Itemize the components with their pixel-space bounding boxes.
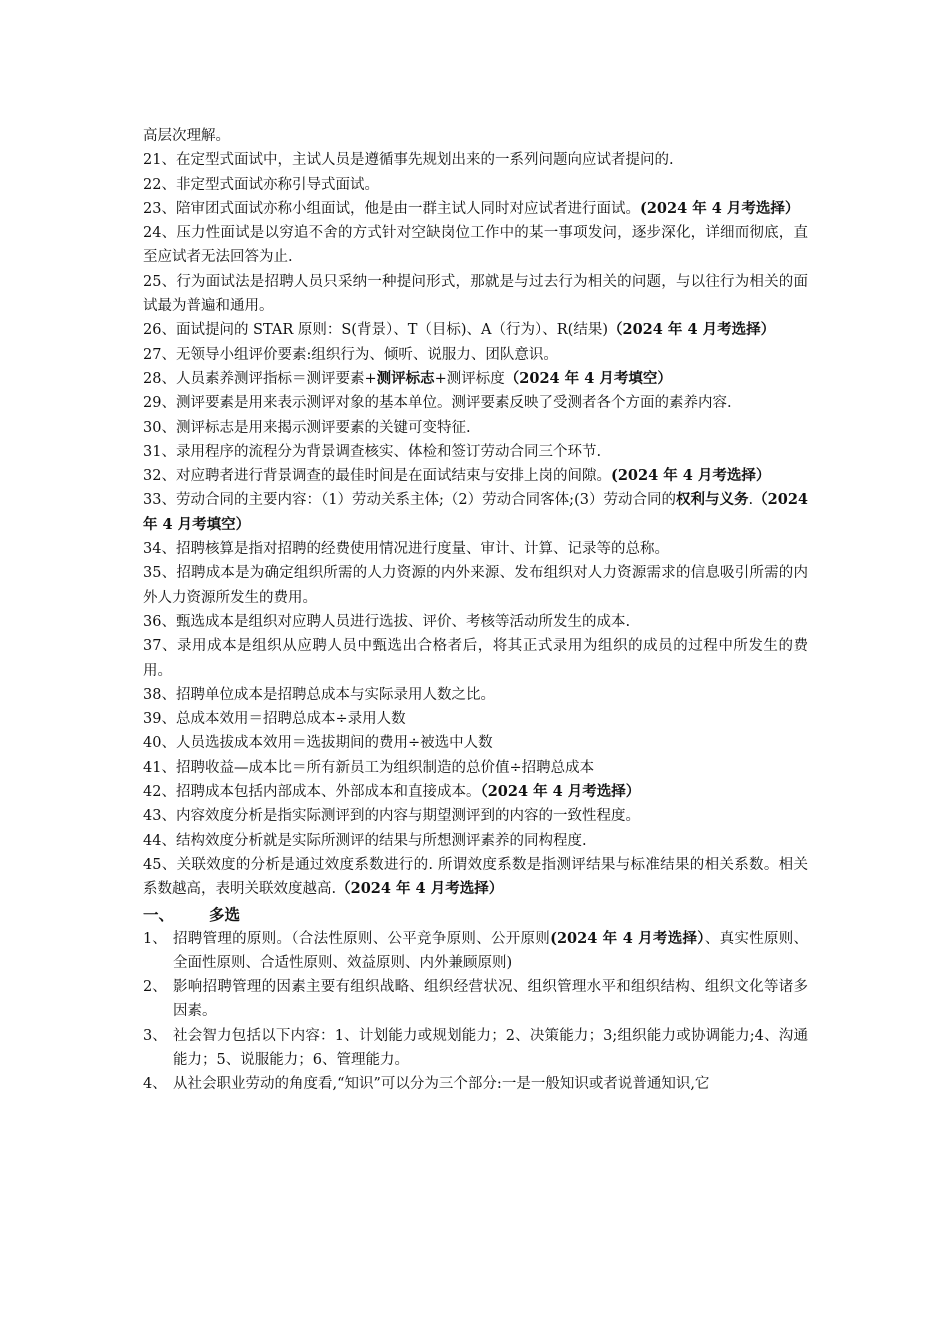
list-item: [143, 270, 808, 319]
item-text: 30、测评标志是用来揭示测评要素的关键可变特征.: [143, 419, 471, 436]
item-number: 4、: [143, 1076, 167, 1093]
list-item: [143, 197, 808, 221]
list-item: [143, 804, 808, 828]
list-item: [143, 488, 808, 537]
item-text: 37、录用成本是组织从应聘人员中甄选出合格者后，将其正式录用为组织的成员的过程中所发生的费用。: [143, 638, 808, 679]
item-text: 33、劳动合同的主要内容：（1）劳动关系主体;（2）劳动合同客体;(3）劳动合同的: [143, 492, 676, 509]
list-item: [143, 124, 808, 148]
list-item: [143, 440, 808, 464]
section-number: 一、: [143, 904, 175, 924]
list-item: [143, 367, 808, 391]
list-item: [143, 756, 808, 780]
list-item: [143, 683, 808, 707]
list-item: [143, 634, 808, 683]
item-body: [173, 975, 808, 1024]
item-tail-text: +测评标度: [434, 370, 505, 387]
item-tail-text: 、真实性原则、全面性原则、合适性原则、效益原则、内外兼顾原则): [173, 930, 809, 971]
list-item: [143, 610, 808, 634]
multi-choice-item: [143, 1072, 808, 1096]
item-text: 42、招聘成本包括内部成本、外部成本和直接成本。: [143, 784, 481, 801]
exam-note: （2024 年 4 月考选择）: [336, 880, 504, 898]
list-item: [143, 416, 808, 440]
list-item: [143, 561, 808, 610]
item-text: 从社会职业劳动的角度看,“知识”可以分为三个部分:一是一般知识或者说普通知识,它: [173, 1076, 710, 1093]
list-item: [143, 853, 808, 902]
item-text: 27、无领导小组评价要素:组织行为、倾听、说服力、团队意识。: [143, 346, 558, 363]
item-text: 32、对应聘者进行背景调查的最佳时间是在面试结束与安排上岗的间隙。: [143, 468, 611, 485]
item-text: 36、甄选成本是组织对应聘人员进行选拔、评价、考核等活动所发生的成本.: [143, 613, 631, 630]
list-item: [143, 318, 808, 342]
section-title: 多选: [209, 904, 241, 924]
list-item: [143, 173, 808, 197]
item-body: [173, 1072, 808, 1096]
item-text: 21、在定型式面试中，主试人员是遵循事先规划出来的一系列问题向应试者提问的.: [143, 152, 674, 169]
list-item: [143, 148, 808, 172]
exam-note: （2024 年 4 月考填空）: [504, 369, 672, 387]
item-number: 3、: [143, 1027, 167, 1044]
item-text: 39、总成本效用＝招聘总成本÷录用人数: [143, 711, 406, 728]
item-number: 1、: [143, 930, 167, 947]
item-text: 31、录用程序的流程分为背景调查核实、体检和签订劳动合同三个环节.: [143, 443, 602, 460]
document-body: [143, 124, 808, 1097]
exam-note: (2024 年 4 月考选择）: [550, 929, 705, 947]
item-bold-text: 权利与义务: [676, 491, 749, 509]
item-text: 40、人员选拔成本效用＝选拔期间的费用÷被选中人数: [143, 735, 493, 752]
multi-choice-item: [143, 975, 808, 1024]
item-text: 44、结构效度分析就是实际所测评的结果与所想测评素养的同构程度.: [143, 832, 587, 849]
list-item: [143, 221, 808, 270]
list-item: [143, 537, 808, 561]
item-bold-text: 测评标志: [376, 369, 435, 387]
multi-choice-item: [143, 927, 808, 976]
item-text: 社会智力包括以下内容：1、计划能力或规划能力；2、决策能力；3;组织能力或协调能力;4、沟通能力；5、说服能力；6、管理能力。: [173, 1027, 808, 1068]
item-text: 43、内容效度分析是指实际测评到的内容与期望测评到的内容的一致性程度。: [143, 808, 640, 825]
item-text: 35、招聘成本是为确定组织所需的人力资源的内外来源、发布组织对人力资源需求的信息吸引所需的内外人力资源所发生的费用。: [143, 565, 808, 606]
list-item: [143, 343, 808, 367]
item-text: 26、面试提问的 STAR 原则：S(背景）、T（目标)、A（行为）、R(结果): [143, 322, 608, 339]
section-heading: [143, 902, 808, 927]
item-text: 25、行为面试法是招聘人员只采纳一种提问形式，那就是与过去行为相关的问题，与以往行为相关的面试最为普遍和通用。: [143, 273, 808, 315]
item-text: 招聘管理的原则。（合法性原则、公平竞争原则、公开原则: [173, 930, 551, 947]
item-text: 影响招聘管理的因素主要有组织战略、组织经营状况、组织管理水平和组织结构、组织文化等诸多因素。: [173, 979, 808, 1020]
item-number: 2、: [143, 979, 167, 996]
list-item: [143, 391, 808, 415]
item-text: 38、招聘单位成本是招聘总成本与实际录用人数之比。: [143, 686, 495, 703]
item-text: 29、测评要素是用来表示测评对象的基本单位。测评要素反映了受测者各个方面的素养内容.: [143, 395, 732, 412]
item-text: 24、压力性面试是以穷追不舍的方式针对空缺岗位工作中的某一事项发问，逐步深化，详细而彻底，直至应试者无法回答为止.: [143, 225, 808, 266]
exam-note: (2024 年 4 月考选择）: [639, 199, 800, 217]
numbered-items: [143, 124, 808, 902]
list-item: [143, 707, 808, 731]
item-text: 22、非定型式面试亦称引导式面试。: [143, 176, 379, 193]
item-body: [173, 927, 808, 976]
item-text: 41、招聘收益—成本比＝所有新员工为组织制造的总价值÷招聘总成本: [143, 759, 595, 776]
item-tail-text: .: [748, 492, 754, 509]
item-text: 34、招聘核算是指对招聘的经费使用情况进行度量、审计、计算、记录等的总称。: [143, 541, 669, 558]
exam-note: （2024 年 4 月考选择）: [480, 783, 641, 801]
list-item: [143, 731, 808, 755]
item-body: [173, 1024, 808, 1073]
item-text: 28、人员素养测评指标＝测评要素+: [143, 370, 377, 387]
item-text: 23、陪审团式面试亦称小组面试，他是由一群主试人同时对应试者进行面试。: [143, 200, 640, 217]
list-item: [143, 829, 808, 853]
multi-choice-item: [143, 1024, 808, 1073]
exam-note: （2024 年 4 月考选择）: [608, 321, 776, 339]
item-text: 高层次理解。: [143, 128, 230, 144]
exam-note: (2024 年 4 月考选择）: [610, 467, 771, 485]
list-item: [143, 780, 808, 804]
exam-note: （2024 年 4 月考填空）: [143, 491, 809, 533]
list-item: [143, 464, 808, 488]
multi-choice-list: [143, 927, 808, 1097]
item-text: 45、关联效度的分析是通过效度系数进行的. 所谓效度系数是指测评结果与标准结果的相关系数。相关系数越高，表明关联效度越高.: [143, 856, 808, 898]
